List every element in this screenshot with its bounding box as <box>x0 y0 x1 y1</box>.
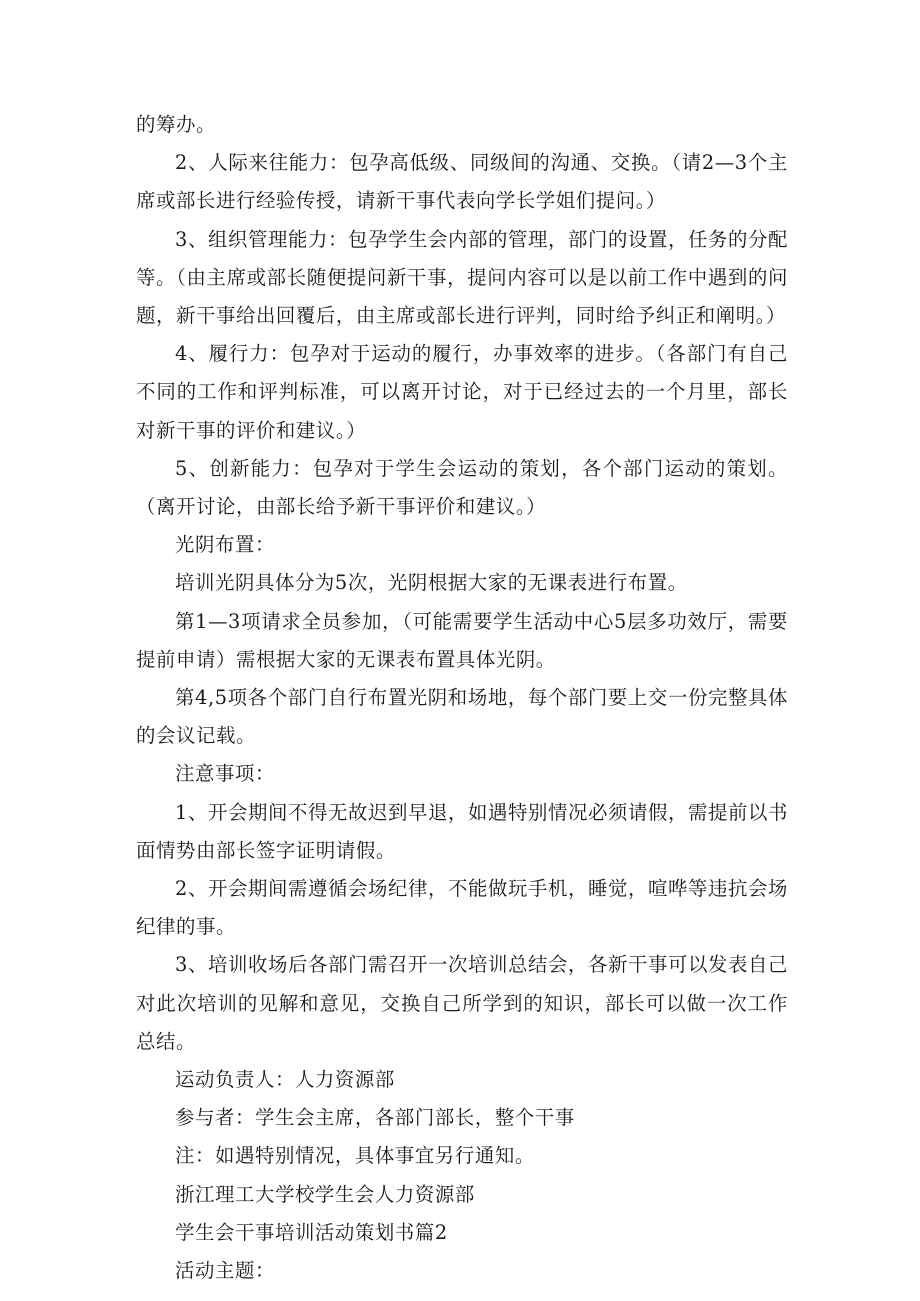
paragraph-responsible: 运动负责人：人力资源部 <box>175 1068 395 1092</box>
paragraph-items-4-5: 第4,5项各个部门自行布置光阴和场地，每个部门要上交一份完整具体的会议记载。 <box>136 686 788 748</box>
paragraph-items-1-3: 第1—3项请求全员参加，（可能需要学生活动中心5层多功效厅，需要提前申请）需根据大家的无课表布置具体光阴。 <box>136 609 788 671</box>
paragraph-training-sessions: 培训光阴具体分为5次，光阴根据大家的无课表进行布置。 <box>175 571 688 595</box>
paragraph-innovation-ability: 5、创新能力：包孕对于学生会运动的策划，各个部门运动的策划。（离开讨论，由部长给予新干事评价和建议。） <box>136 456 788 519</box>
paragraph-organization-name: 浙江理工大学校学生会人力资源部 <box>175 1182 475 1206</box>
heading-notes: 注意事项： <box>175 762 275 786</box>
document-body <box>136 106 788 1290</box>
paragraph-interpersonal-ability: 2、人际来往能力：包孕高低级、同级间的沟通、交换。（请2—3个主席或部长进行经验传授，请新干事代表向学长学姐们提问。） <box>136 151 788 213</box>
paragraph-note-3: 3、培训收场后各部门需召开一次培训总结会，各新干事可以发表自己对此次培训的见解和意见，交换自己所学到的知识，部长可以做一次工作总结。 <box>136 953 788 1053</box>
heading-activity-theme: 活动主题： <box>175 1259 275 1283</box>
section-title-part2: 学生会干事培训活动策划书篇2 <box>175 1220 448 1244</box>
paragraph-organization-ability: 3、组织管理能力：包孕学生会内部的管理，部门的设置，任务的分配等。（由主席或部长随便提问新干事，提问内容可以是以前工作中遇到的问题，新干事给出回覆后，由主席或部长进行评判，同时给予纠正和阐明。） <box>136 227 788 328</box>
heading-time-arrangement: 光阴布置： <box>175 533 275 557</box>
paragraph-remark: 注：如遇特别情况，具体事宜另行通知。 <box>175 1144 535 1168</box>
paragraph-execution-ability: 4、履行力：包孕对于运动的履行，办事效率的进步。（各部门有自己不同的工作和评判标准，可以离开讨论，对于已经过去的一个月里，部长对新干事的评价和建议。） <box>136 342 788 442</box>
paragraph-note-2: 2、开会期间需遵循会场纪律，不能做玩手机，睡觉，喧哗等违抗会场纪律的事。 <box>136 877 788 939</box>
paragraph-continuation: 的筹办。 <box>136 113 216 136</box>
paragraph-note-1: 1、开会期间不得无故迟到早退，如遇特别情况必须请假，需提前以书面情势由部长签字证明请假。 <box>136 800 788 862</box>
paragraph-participants: 参与者：学生会主席，各部门部长，整个干事 <box>175 1106 575 1130</box>
